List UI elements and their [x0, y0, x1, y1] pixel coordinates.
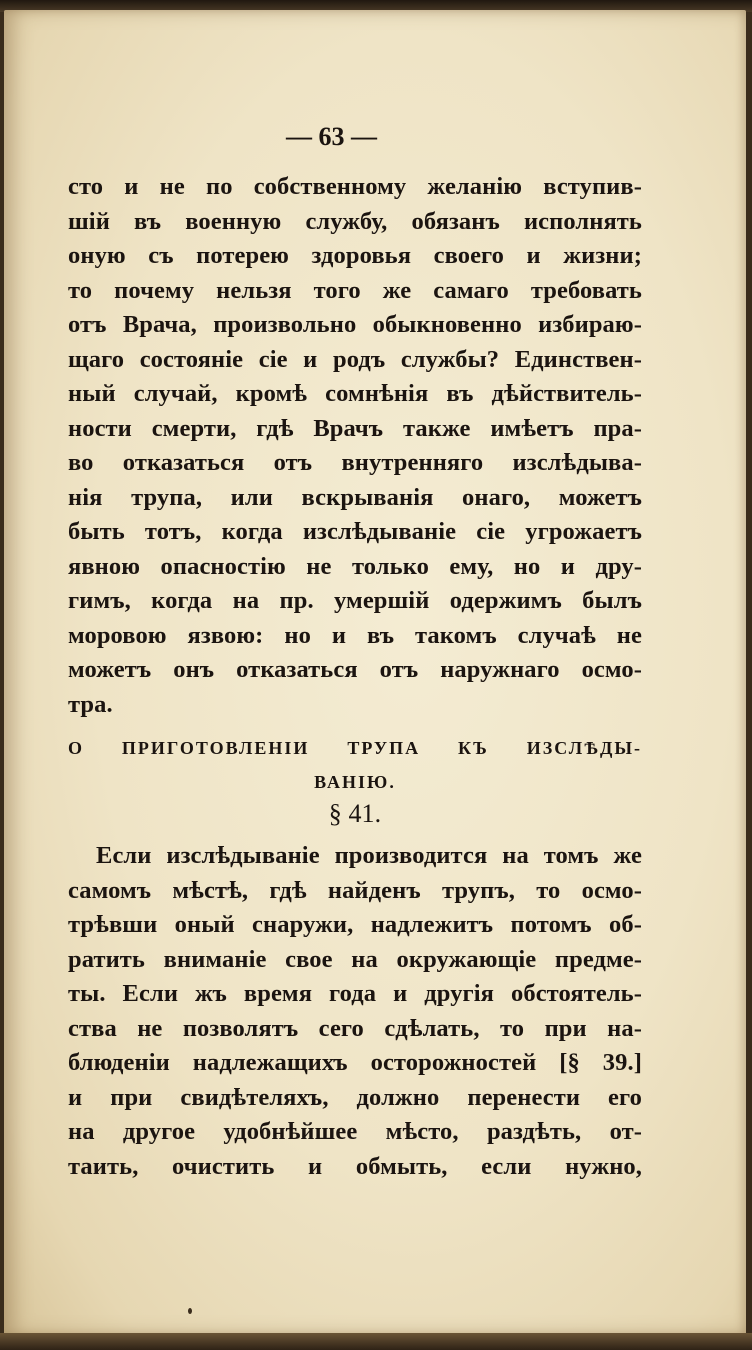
text-line: тра.	[68, 691, 113, 718]
text-line: ты. Если жъ время года и другія обстоятель-	[68, 980, 642, 1007]
text-line: ный случай, кромѣ сомнѣнія въ дѣйствитель-	[68, 380, 642, 407]
book-page	[4, 10, 746, 1335]
text-line: отъ Врача, произвольно обыкновенно избираю-	[68, 311, 642, 338]
section-number: § 41.	[328, 799, 382, 828]
text-line: можетъ онъ отказаться отъ наружнаго осмо-	[68, 656, 642, 683]
ink-speck	[188, 1308, 192, 1314]
text-line: таить, очистить и обмыть, если нужно,	[68, 1153, 642, 1180]
text-line: во отказаться отъ внутренняго изслѣдыва-	[68, 449, 642, 476]
text-line: на другое удобнѣйшее мѣсто, раздѣть, от-	[68, 1118, 642, 1145]
text-line: моровою язвою: но и въ такомъ случаѣ не	[68, 622, 642, 649]
section-heading: О ПРИГОТОВЛЕНІИ ТРУПА КЪ ИЗСЛѢДЫ-	[68, 738, 642, 758]
text-line: сто и не по собственному желанію вступив-	[68, 173, 642, 200]
section-heading-continued: ВАНІЮ.	[314, 772, 396, 792]
text-line: самомъ мѣстѣ, гдѣ найденъ трупъ, то осмо-	[68, 877, 642, 904]
text-line: шій въ военную службу, обязанъ исполнять	[68, 208, 642, 235]
text-line: оную съ потерею здоровья своего и жизни;	[68, 242, 642, 269]
text-line: гимъ, когда на пр. умершій одержимъ былъ	[68, 587, 642, 614]
text-line: трѣвши оный снаружи, надлежитъ потомъ об-	[68, 911, 642, 938]
text-line: ратить вниманіе свое на окружающіе предме-	[68, 946, 642, 973]
scan-bottom-edge	[0, 1333, 752, 1350]
text-line: то почему нельзя того же самаго требовать	[68, 277, 642, 304]
text-line: блюденіи надлежащихъ осторожностей [§ 39.]	[68, 1049, 642, 1076]
text-line: и при свидѣтеляхъ, должно перенести его	[68, 1084, 642, 1111]
text-line: быть тотъ, когда изслѣдываніе сіе угрожаетъ	[68, 518, 642, 545]
text-line: ства не позволятъ сего сдѣлать, то при на-	[68, 1015, 642, 1042]
page-number: — 63 —	[286, 122, 377, 151]
text-line: Если изслѣдываніе производится на томъ же	[96, 842, 642, 869]
text-line: явною опасностію не только ему, но и дру-	[68, 553, 642, 580]
text-line: ности смерти, гдѣ Врачъ также имѣетъ пра-	[68, 415, 642, 442]
text-line: нія трупа, или вскрыванія онаго, можетъ	[68, 484, 642, 511]
text-line: щаго состояніе сіе и родъ службы? Единствен-	[68, 346, 642, 373]
